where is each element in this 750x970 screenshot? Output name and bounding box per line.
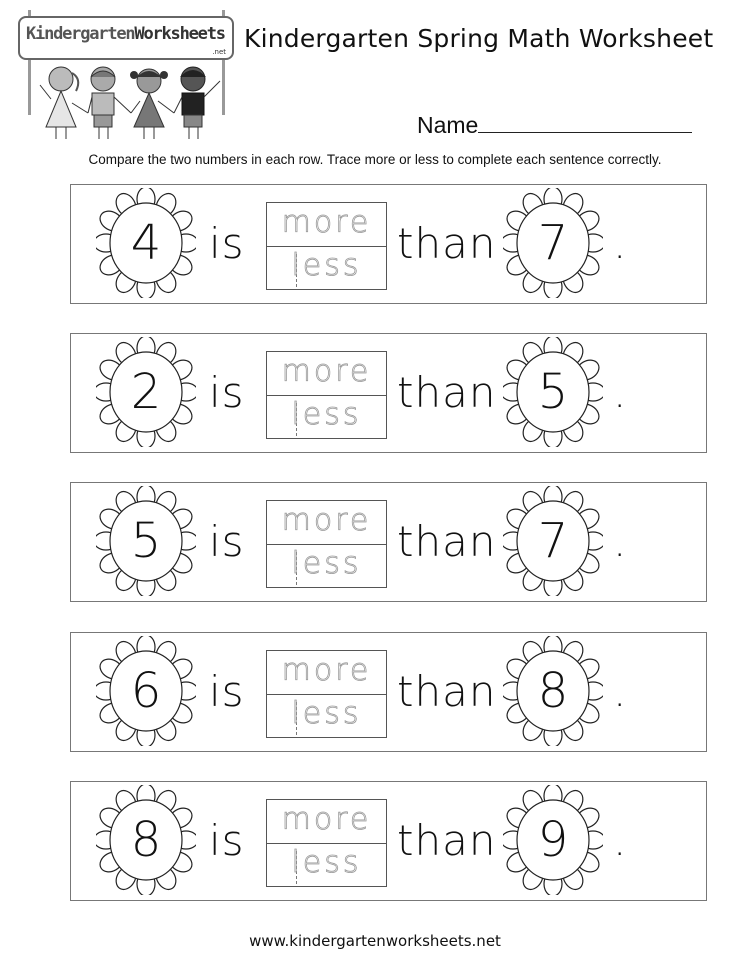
left-flower [96,337,196,447]
than-word: than [397,667,497,716]
choice-divider [267,544,386,545]
right-number: 8 [537,663,569,719]
right-number: 5 [537,364,569,420]
comparison-row [70,781,707,901]
logo-text-part2: Worksheets [134,24,225,44]
than-word: than [397,219,497,268]
left-number: 8 [130,812,162,868]
name-label: Name [417,112,479,138]
left-flower [96,486,196,596]
choice-divider [267,843,386,844]
left-number: 6 [130,663,162,719]
period: . [613,667,628,716]
right-flower [503,636,603,746]
period: . [613,517,628,566]
logo-suffix: .net [212,48,226,56]
more-less-choice[interactable] [266,650,387,738]
trace-less[interactable]: less [291,546,362,581]
right-number: 7 [537,513,569,569]
footer-url: www.kindergartenworksheets.net [249,932,501,950]
more-less-choice[interactable] [266,799,387,887]
children-illustration-icon [36,65,226,145]
right-number: 7 [537,215,569,271]
trace-more[interactable]: more [281,354,372,389]
period: . [613,219,628,268]
more-less-choice[interactable] [266,351,387,439]
choice-divider [267,694,386,695]
is-word: is [209,667,245,716]
left-flower [96,188,196,298]
is-word: is [209,816,245,865]
logo-text [26,24,225,44]
left-number: 4 [130,215,162,271]
trace-less[interactable]: less [291,696,362,731]
comparison-row [70,632,707,752]
left-flower [96,785,196,895]
page-title: Kindergarten Spring Math Worksheet [244,24,714,53]
left-number: 2 [130,364,162,420]
trace-less[interactable]: less [291,248,362,283]
comparison-row [70,333,707,453]
more-less-choice[interactable] [266,500,387,588]
than-word: than [397,517,497,566]
period: . [613,368,628,417]
trace-more[interactable]: more [281,653,372,688]
choice-divider [267,246,386,247]
site-logo [18,10,238,145]
trace-more[interactable]: more [281,503,372,538]
trace-more[interactable]: more [281,205,372,240]
more-less-choice[interactable] [266,202,387,290]
logo-text-part1: Kindergarten [26,24,135,44]
is-word: is [209,368,245,417]
right-number: 9 [537,812,569,868]
than-word: than [397,368,497,417]
trace-more[interactable]: more [281,802,372,837]
right-flower [503,337,603,447]
comparison-row [70,482,707,602]
name-blank-line[interactable] [478,112,692,133]
choice-divider [267,395,386,396]
right-flower [503,188,603,298]
right-flower [503,486,603,596]
than-word: than [397,816,497,865]
instructions: Compare the two numbers in each row. Trace more or less to complete each sentence correctly. [88,152,662,167]
left-number: 5 [130,513,162,569]
comparison-row [70,184,707,304]
is-word: is [209,517,245,566]
period: . [613,816,628,865]
logo-sign [18,16,234,60]
trace-less[interactable]: less [291,845,362,880]
left-flower [96,636,196,746]
right-flower [503,785,603,895]
is-word: is [209,219,245,268]
name-field[interactable] [417,112,692,139]
trace-less[interactable]: less [291,397,362,432]
